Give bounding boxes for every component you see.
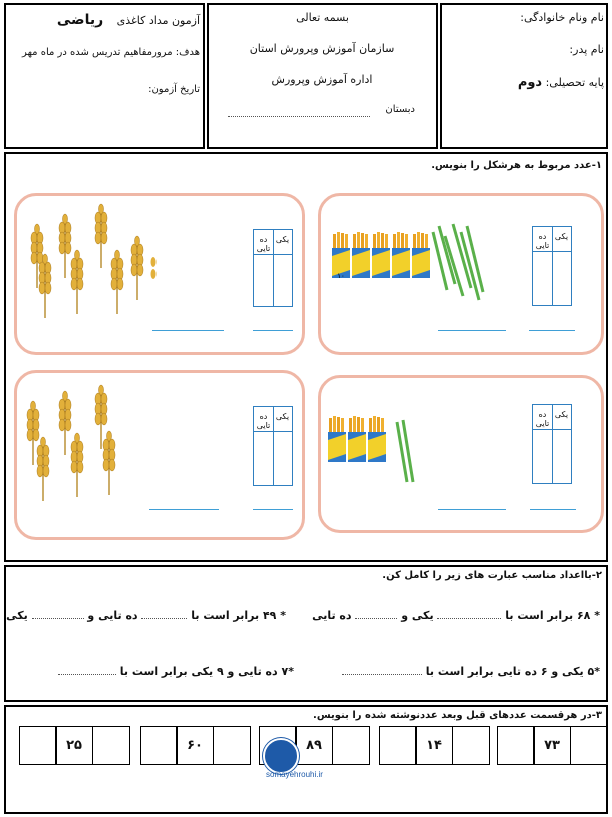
place-value-table-a[interactable]: [253, 229, 293, 307]
number-group-1: [498, 726, 608, 765]
answer-line-c-number[interactable]: [149, 509, 219, 510]
place-value-table-c[interactable]: [253, 406, 293, 486]
number-group-5: [20, 726, 130, 765]
dept-name: اداره آموزش وپرورش: [271, 73, 373, 86]
section2-box: [4, 565, 608, 702]
blank-after-5[interactable]: [92, 726, 130, 765]
blank-after-1[interactable]: [570, 726, 608, 765]
table-a-head-ones: یکی: [275, 235, 290, 244]
section2-title: ۲-بااعداد مناسب عبارت های زیر را کامل کن.: [382, 570, 602, 581]
blank-before-2[interactable]: [379, 726, 417, 765]
blank-before-4[interactable]: [140, 726, 178, 765]
q2-tens-label: ده تایی و: [87, 609, 138, 622]
q2-text: * ۴۹ برابر است با: [191, 609, 286, 622]
q4-blank[interactable]: [58, 674, 116, 675]
wheat-illustration-c: [17, 373, 127, 533]
table-c-head-ones: یکی: [275, 412, 290, 421]
q2-line: [6, 609, 286, 622]
section3-title: ۳-در هرقسمت عددهای قبل وبعد عددنوشته شده را بنویس.: [313, 710, 602, 721]
panel-a: [14, 193, 305, 355]
answer-line-c-table[interactable]: [253, 509, 293, 510]
name-label: نام ونام خانوادگی:: [520, 11, 604, 24]
q4-line: [10, 665, 294, 678]
bundles-illustration-d: [321, 378, 441, 498]
watermark-logo-icon: [263, 738, 299, 774]
panel-c: [14, 370, 305, 540]
panel-d: [318, 375, 604, 533]
school-label: دبستان: [385, 104, 415, 115]
q2-ones-label: یکی: [6, 609, 28, 622]
q1-blank-ones[interactable]: [437, 618, 501, 619]
table-d-head-tens: ده تایی: [535, 410, 550, 428]
place-value-table-d[interactable]: [532, 404, 572, 484]
q2-blank-tens[interactable]: [141, 618, 187, 619]
table-c-head-tens: ده تایی: [256, 412, 271, 430]
blank-after-4[interactable]: [213, 726, 251, 765]
q3-text: *۵ یکی و ۶ ده تایی برابر است با: [425, 665, 600, 678]
bundle-label-b1: ۱۰: [337, 272, 345, 280]
panel-b: [318, 193, 604, 355]
given-number-4: ۶۰: [176, 726, 214, 765]
grade-label: پایه تحصیلی:: [545, 76, 604, 89]
exam-title-prefix: آزمون مداد کاغذی: [116, 14, 200, 27]
q2-blank-ones[interactable]: [32, 618, 84, 619]
answer-line-a-table[interactable]: [253, 330, 293, 331]
watermark-text: somayehrouhi.ir: [266, 770, 323, 779]
exam-subject: ریاضی: [56, 12, 104, 28]
answer-line-b-table[interactable]: [529, 330, 575, 331]
given-number-2: ۱۴: [415, 726, 453, 765]
table-b-head-ones: یکی: [554, 232, 569, 241]
exam-goal: هدف: مرورمفاهیم تدریس شده در ماه مهر: [22, 47, 200, 58]
father-label: نام پدر:: [569, 43, 604, 56]
school-blank[interactable]: [228, 116, 370, 117]
blank-after-2[interactable]: [452, 726, 490, 765]
answer-line-a-number[interactable]: [152, 330, 224, 331]
q3-blank[interactable]: [342, 674, 422, 675]
bundles-illustration-b: [321, 196, 491, 316]
given-number-5: ۲۵: [55, 726, 93, 765]
blank-before-5[interactable]: [19, 726, 57, 765]
grade-line: [454, 75, 604, 90]
org-name: سازمان آموزش وپرورش استان: [249, 42, 395, 55]
q1-text: * ۶۸ برابر است با: [505, 609, 600, 622]
answer-line-b-number[interactable]: [438, 330, 506, 331]
place-value-table-b[interactable]: [532, 226, 572, 306]
number-group-2: [380, 726, 490, 765]
exam-title: [10, 12, 200, 28]
exam-date-label: تاریخ آزمون:: [148, 84, 200, 95]
basmala: بسمه تعالی: [296, 11, 349, 24]
blank-after-3[interactable]: [332, 726, 370, 765]
given-number-3: ۸۹: [295, 726, 333, 765]
q3-line: [310, 665, 600, 678]
q1-tens-label: ده تایی: [312, 609, 352, 622]
table-d-head-ones: یکی: [554, 410, 569, 419]
table-b-head-tens: ده تایی: [535, 232, 550, 250]
blank-before-1[interactable]: [497, 726, 535, 765]
section1-title: ۱-عدد مربوط به هرشکل را بنویس.: [431, 160, 602, 171]
q1-ones-label: یکی و: [401, 609, 434, 622]
grade-value: دوم: [517, 75, 543, 90]
number-group-4: [141, 726, 251, 765]
answer-line-d-number[interactable]: [438, 509, 506, 510]
wheat-illustration-a: [17, 196, 157, 346]
q1-line: [312, 609, 600, 622]
given-number-1: ۷۳: [533, 726, 571, 765]
q1-blank-tens[interactable]: [355, 618, 397, 619]
table-a-head-tens: ده تایی: [256, 235, 271, 253]
q4-text: *۷ ده تایی و ۹ یکی برابر است با: [119, 665, 294, 678]
answer-line-d-table[interactable]: [530, 509, 576, 510]
